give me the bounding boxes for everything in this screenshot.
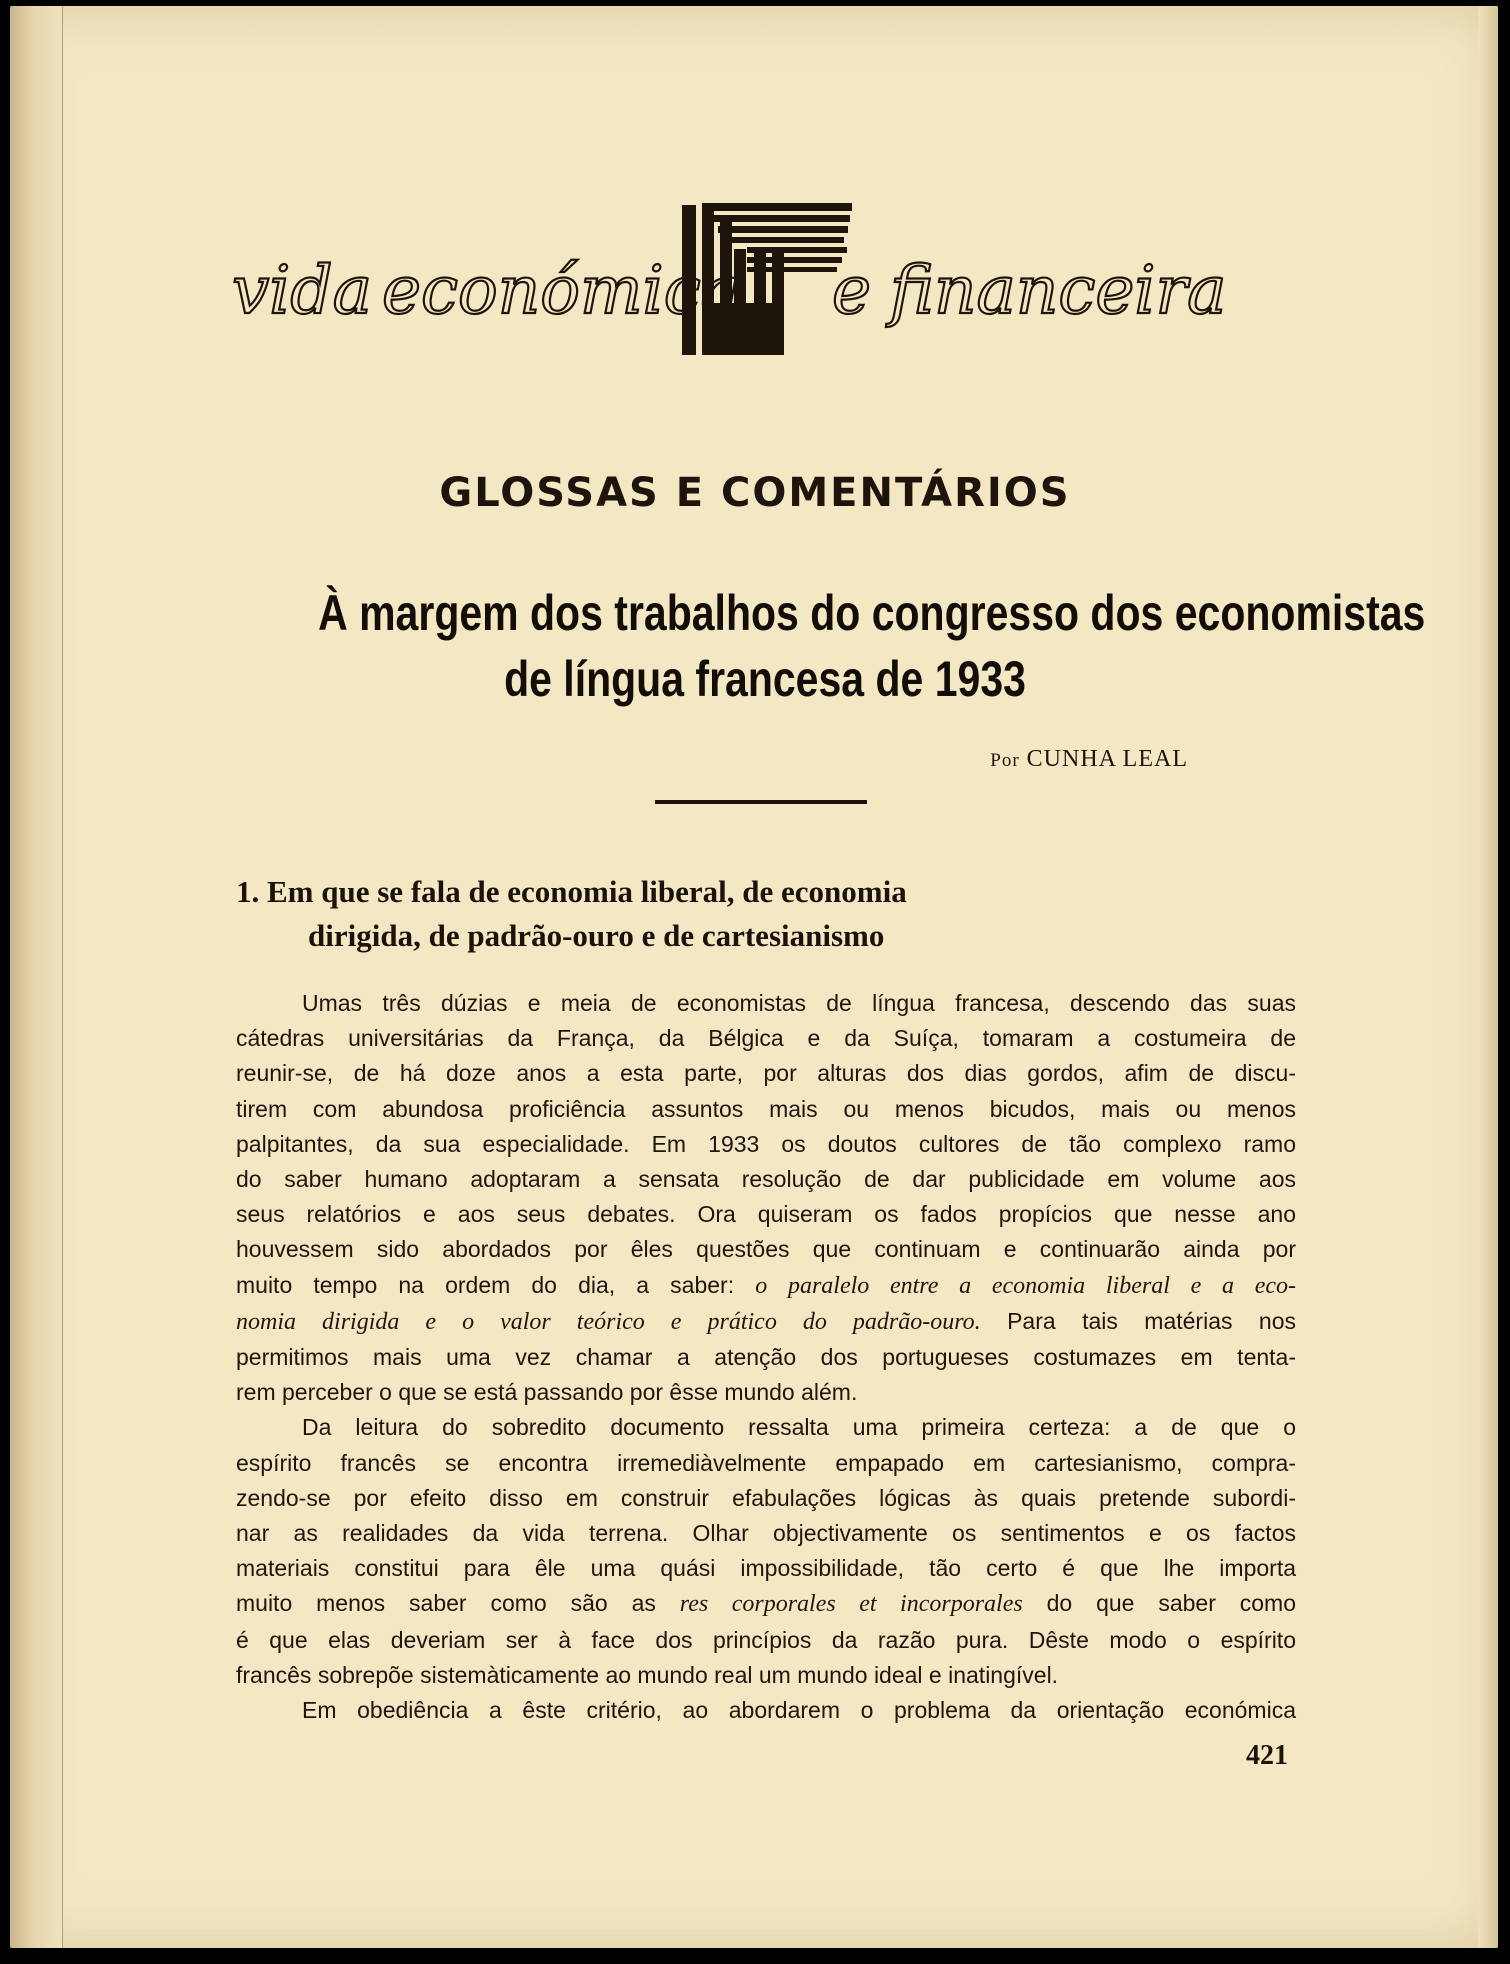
byline [990,746,1188,773]
text-line [236,1268,1296,1304]
article-headline [318,580,1426,712]
text-line: Em obediência a êste critério, ao abordarem o problema da orientação económica [302,1697,1296,1724]
text-line: permitimos mais uma vez chamar a atenção dos portugueses costumazes em tenta- [236,1344,1296,1371]
section-heading [236,870,1316,958]
masthead-word-vida: vida [232,252,372,329]
masthead-word-financeira: financeira [890,252,1227,329]
paragraph-1 [236,986,1296,1410]
paragraph-2 [236,1410,1296,1693]
text-line: espírito francês se encontra irremediàvelmente empapado em cartesianismo, compra- [236,1449,1296,1476]
text-line: rem perceber o que se está passando por êsse mundo além. [236,1379,858,1406]
italic-phrase: nomia dirigida e o valor teórico e prático do padrão-ouro. [236,1308,981,1335]
section-heading-line-2: dirigida, de padrão-ouro e de cartesianismo [308,918,885,953]
paragraph-3 [236,1693,1296,1728]
text-run: muito tempo na ordem do dia, a saber: [236,1271,756,1298]
text-line: reunir-se, de há doze anos a esta parte, por alturas dos dias gordos, afim de discu- [236,1060,1296,1087]
text-line: materiais constitui para êle uma quási impossibilidade, tão certo é que lhe importa [236,1555,1296,1582]
masthead [232,185,1292,375]
page-fold-shadow [1478,6,1498,1948]
page-number: 421 [1246,1740,1288,1771]
binding-edge [10,6,63,1948]
text-line: francês sobrepõe sistemàticamente ao mundo real um mundo ideal e inatingível. [236,1661,1059,1688]
text-run: Para tais matérias nos [980,1307,1296,1334]
text-line: do saber humano adoptaram a sensata resolução de dar publicidade em volume aos [236,1166,1296,1193]
text-line: Da leitura do sobredito documento ressalta uma primeira certeza: a de que o [302,1414,1296,1441]
title-divider-rule [655,800,867,804]
text-line: palpitantes, da sua especialidade. Em 1933 os doutos cultores de tão complexo ramo [236,1130,1296,1157]
text-line: Umas três dúzias e meia de economistas de língua francesa, descendo das suas [302,990,1296,1016]
text-line: é que elas deveriam ser à face dos princípios da razão pura. Dêste modo o espírito [236,1626,1296,1653]
italic-phrase: res corporales et incorporales [679,1591,1023,1618]
section-title: GLOSSAS E COMENTÁRIOS [439,470,1071,516]
masthead-word-economica: económica [382,252,741,329]
masthead-graphic [232,185,1292,375]
text-line: nar as realidades da vida terrena. Olhar objectivamente os sentimentos e os factos [236,1520,1296,1547]
text-line: seus relatórios e aos seus debates. Ora quiseram os fados propícios que nesse ano [236,1201,1296,1228]
headline-line-1: À margem dos trabalhos do congresso dos economistas [318,585,1426,641]
text-line [236,1586,1296,1622]
text-run: muito menos saber como são as [236,1590,680,1617]
text-line: cátedras universitárias da França, da Bélgica e da Suíça, tomaram a costumeira de [236,1025,1296,1052]
byline-prefix: Por [990,750,1020,771]
text-run: do que saber como [1022,1590,1296,1617]
section-heading-line-1: 1. Em que se fala de economia liberal, de economia [236,874,907,909]
masthead-word-e: e [832,252,872,329]
article-body [236,986,1296,1728]
italic-phrase: o paralelo entre a economia liberal e a eco- [755,1272,1296,1299]
byline-author: CUNHA LEAL [1026,746,1188,772]
text-line: houvessem sido abordados por êles questões que continuam e continuarão ainda por [236,1236,1296,1263]
text-line: tirem com abundosa proficiência assuntos mais ou menos bicudos, mais ou menos [236,1095,1296,1122]
text-line [236,1304,1296,1340]
headline-line-2: de língua francesa de 1933 [504,651,1026,707]
text-line: zendo-se por efeito disso em construir efabulações lógicas às quais pretende subordi- [236,1484,1296,1511]
